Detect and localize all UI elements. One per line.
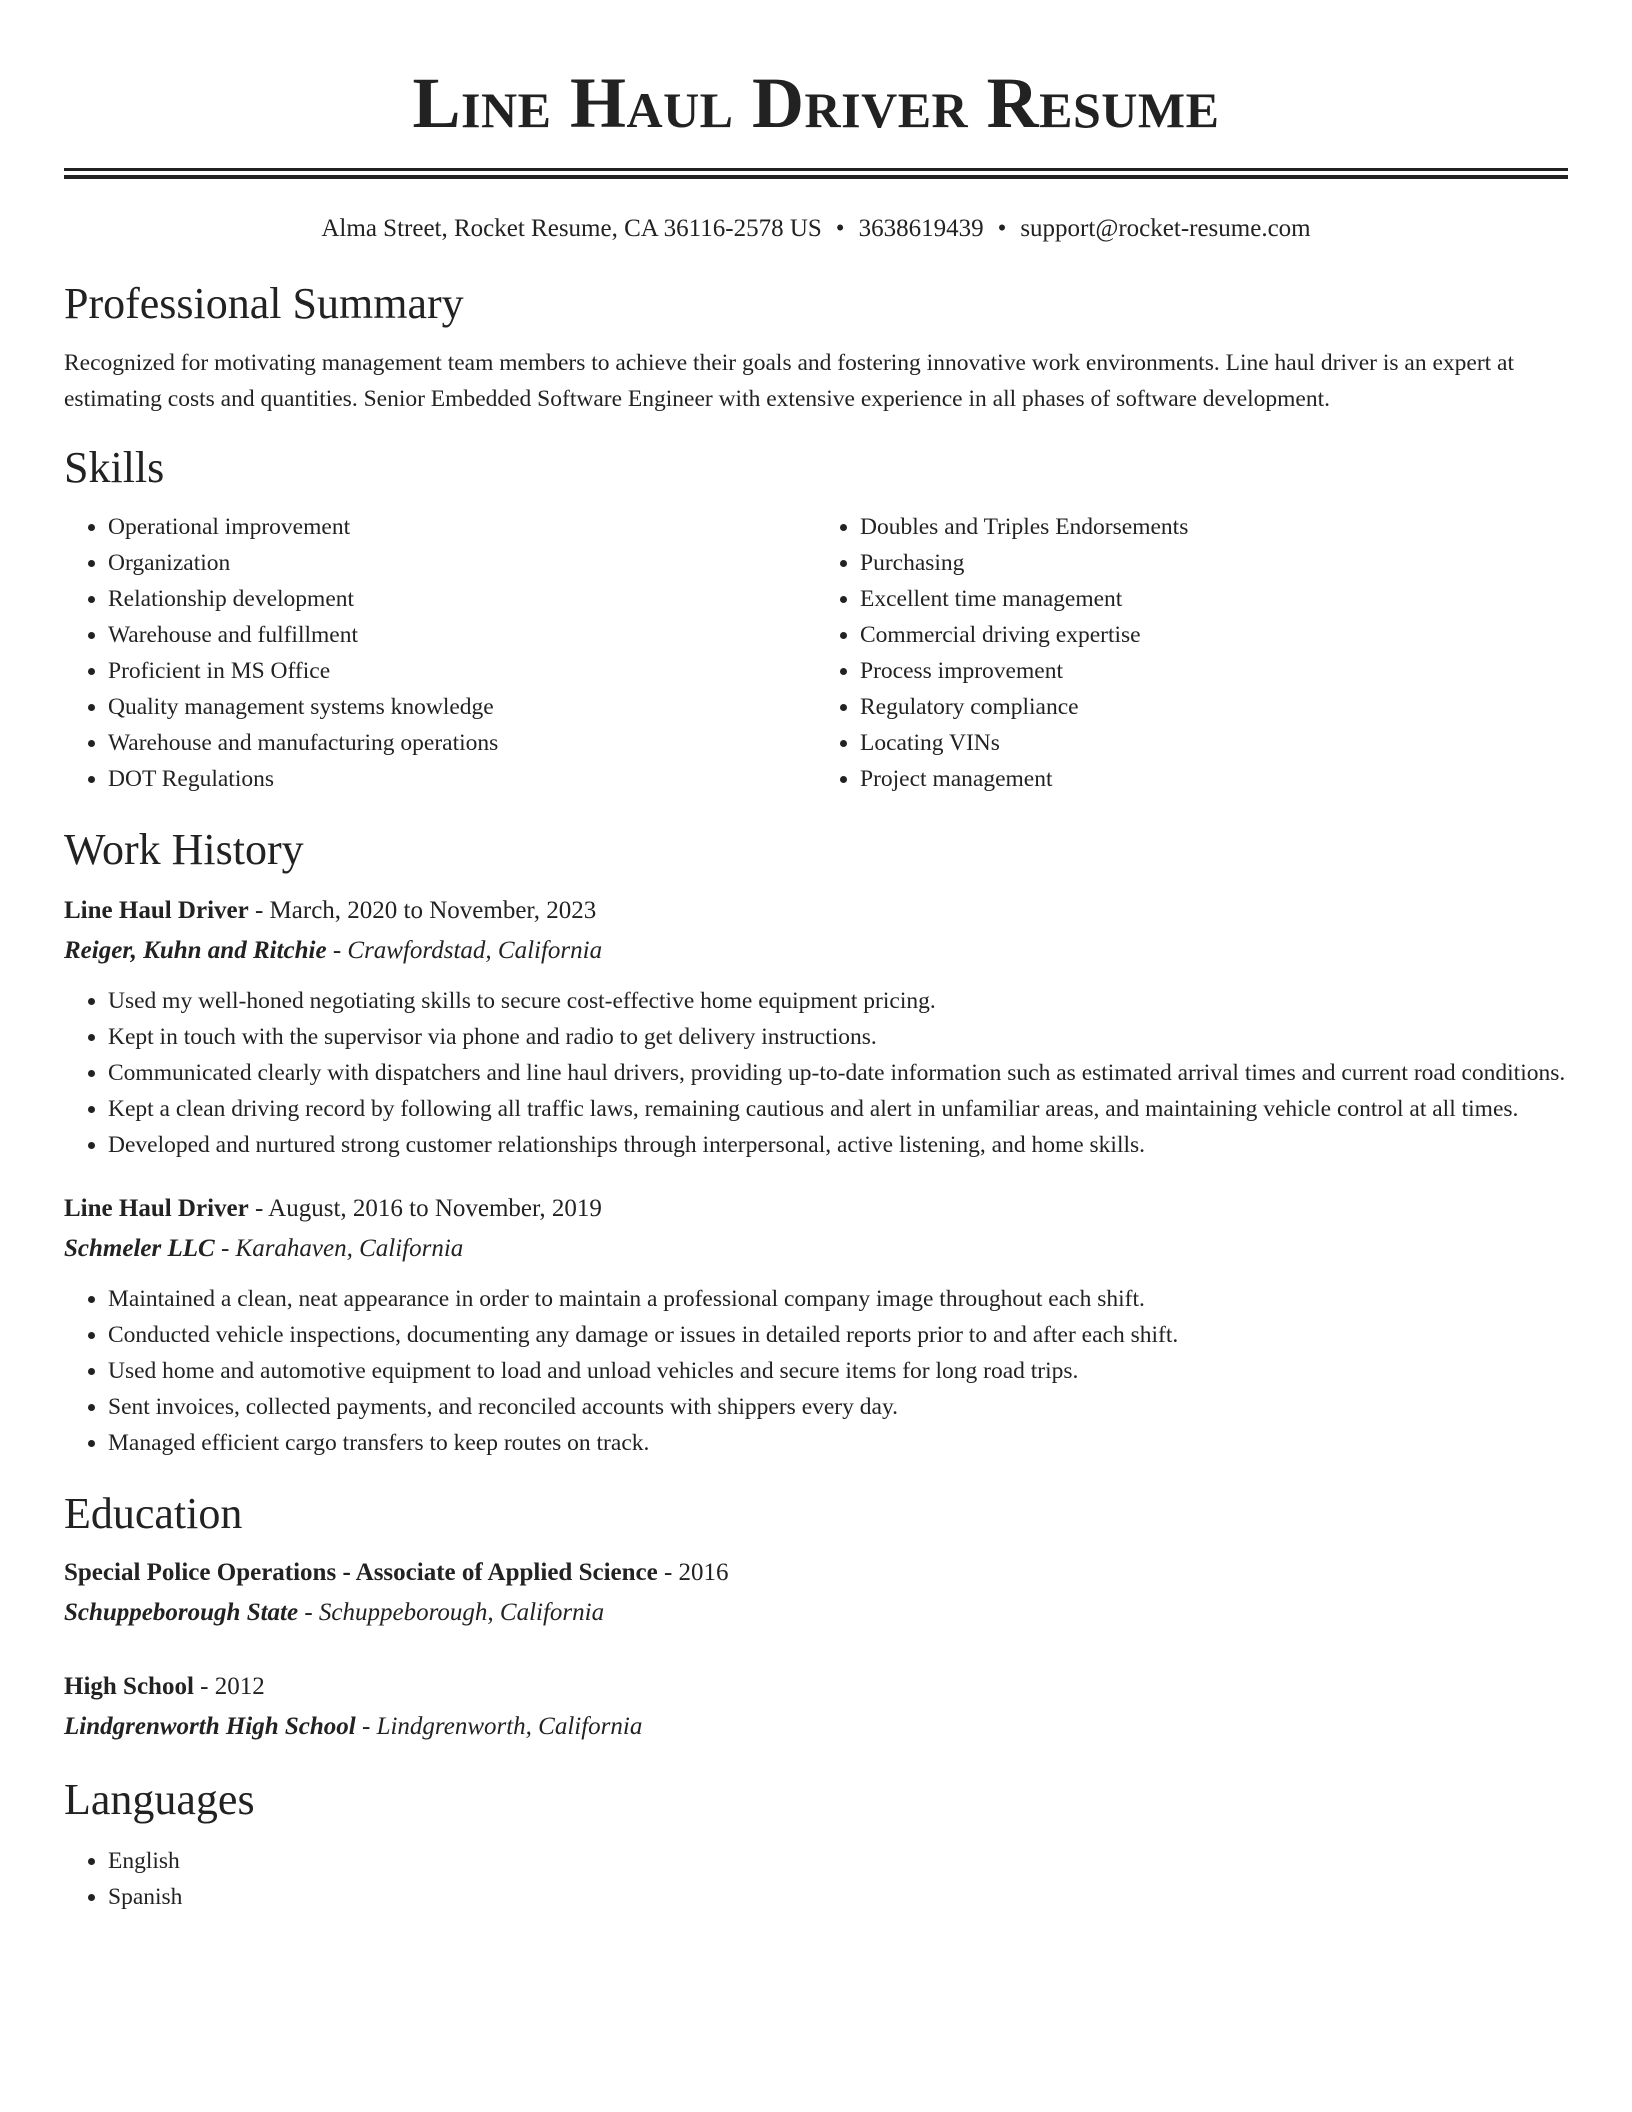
employer-line bbox=[64, 1229, 1568, 1269]
languages-heading: Languages bbox=[64, 1775, 255, 1824]
job-duty: • Kept in touch with the supervisor via phone and radio to get delivery instructions. bbox=[108, 1019, 1568, 1055]
job-duty: • Communicated clearly with dispatchers and line haul drivers, providing up-to-date information such as estimated arrival times and current road conditions. bbox=[108, 1055, 1568, 1091]
title-double-rule bbox=[64, 168, 1568, 179]
job-duty: • Developed and nurtured strong customer relationships through interpersonal, active listening, and home skills. bbox=[108, 1127, 1568, 1163]
job-duty: • Used my well-honed negotiating skills to secure cost-effective home equipment pricing. bbox=[108, 983, 1568, 1019]
job-dates: - August, 2016 to November, 2019 bbox=[248, 1195, 602, 1222]
school-location: - Schuppeborough, California bbox=[298, 1599, 605, 1626]
job-title: Line Haul Driver bbox=[64, 1195, 249, 1222]
skill-item: • Excellent time management bbox=[860, 581, 1568, 617]
skill-item: • Commercial driving expertise bbox=[860, 617, 1568, 653]
job-title-line bbox=[64, 1189, 1568, 1229]
education-entry bbox=[64, 1667, 1568, 1747]
resume-title: Line Haul Driver Resume bbox=[412, 63, 1220, 143]
job-dates: - March, 2020 to November, 2023 bbox=[248, 897, 597, 924]
employer-name: Schmeler LLC bbox=[64, 1235, 215, 1262]
skill-item: • Warehouse and fulfillment bbox=[108, 617, 816, 653]
contact-address: Alma Street, Rocket Resume, CA 36116-2578 US bbox=[321, 215, 822, 242]
work-history-heading: Work History bbox=[64, 825, 304, 874]
school-name: Schuppeborough State bbox=[64, 1599, 299, 1626]
skill-item: • Relationship development bbox=[108, 581, 816, 617]
school-line bbox=[64, 1707, 1568, 1747]
degree-name: Special Police Operations - Associate of Applied Science bbox=[64, 1559, 658, 1586]
degree-name: High School bbox=[64, 1673, 194, 1700]
job-entry bbox=[64, 891, 1568, 1163]
summary-heading: Professional Summary bbox=[64, 279, 464, 328]
degree-year: - 2016 bbox=[657, 1559, 729, 1586]
languages-list bbox=[64, 1843, 1568, 1915]
job-duty: • Conducted vehicle inspections, documenting any damage or issues in detailed reports prior to and after each shift. bbox=[108, 1317, 1568, 1353]
degree-line bbox=[64, 1553, 1568, 1593]
skills-list-left bbox=[64, 509, 816, 797]
skill-item: • Process improvement bbox=[860, 653, 1568, 689]
education-heading: Education bbox=[64, 1489, 243, 1538]
school-line bbox=[64, 1593, 1568, 1633]
language-item: • Spanish bbox=[108, 1879, 1568, 1915]
job-duties-list bbox=[64, 983, 1568, 1163]
contact-phone: 3638619439 bbox=[858, 215, 984, 242]
job-title-line bbox=[64, 891, 1568, 931]
skill-item: • DOT Regulations bbox=[108, 761, 816, 797]
degree-year: - 2012 bbox=[193, 1673, 265, 1700]
skill-item: • Doubles and Triples Endorsements bbox=[860, 509, 1568, 545]
skill-item: • Quality management systems knowledge bbox=[108, 689, 816, 725]
skill-item: • Project management bbox=[860, 761, 1568, 797]
school-name: Lindgrenworth High School bbox=[64, 1713, 356, 1740]
school-location: - Lindgrenworth, California bbox=[355, 1713, 643, 1740]
skill-item: • Locating VINs bbox=[860, 725, 1568, 761]
skill-item: • Operational improvement bbox=[108, 509, 816, 545]
job-duty: • Sent invoices, collected payments, and reconciled accounts with shippers every day. bbox=[108, 1389, 1568, 1425]
job-duty: • Kept a clean driving record by following all traffic laws, remaining cautious and alert in unfamiliar areas, and maintaining vehicle control at all times. bbox=[108, 1091, 1568, 1127]
contact-separator: • bbox=[835, 215, 845, 242]
job-entry bbox=[64, 1189, 1568, 1461]
employer-location: - Karahaven, California bbox=[214, 1235, 464, 1262]
contact-email: support@rocket-resume.com bbox=[1020, 215, 1311, 242]
job-duties-list bbox=[64, 1281, 1568, 1461]
skill-item: • Proficient in MS Office bbox=[108, 653, 816, 689]
job-duty: • Managed efficient cargo transfers to keep routes on track. bbox=[108, 1425, 1568, 1461]
contact-separator: • bbox=[997, 215, 1007, 242]
job-title: Line Haul Driver bbox=[64, 897, 249, 924]
summary-text: Recognized for motivating management team members to achieve their goals and fostering innovative work environments. Line haul driver is an expert at estimating costs and quantities. Senior Embedded Software Engineer with extensive experience in all phases of software development. bbox=[64, 350, 1515, 412]
skills-heading: Skills bbox=[64, 443, 165, 492]
skill-item: • Organization bbox=[108, 545, 816, 581]
employer-line bbox=[64, 931, 1568, 971]
job-duty: • Maintained a clean, neat appearance in order to maintain a professional company image throughout each shift. bbox=[108, 1281, 1568, 1317]
skills-columns bbox=[64, 509, 1568, 797]
skill-item: • Regulatory compliance bbox=[860, 689, 1568, 725]
language-item: • English bbox=[108, 1843, 1568, 1879]
contact-line bbox=[64, 213, 1568, 245]
skill-item: • Warehouse and manufacturing operations bbox=[108, 725, 816, 761]
skills-list-right bbox=[816, 509, 1568, 797]
skill-item: • Purchasing bbox=[860, 545, 1568, 581]
job-duty: • Used home and automotive equipment to load and unload vehicles and secure items for long road trips. bbox=[108, 1353, 1568, 1389]
degree-line bbox=[64, 1667, 1568, 1707]
employer-location: - Crawfordstad, California bbox=[326, 937, 603, 964]
employer-name: Reiger, Kuhn and Ritchie bbox=[64, 937, 327, 964]
education-entry bbox=[64, 1553, 1568, 1633]
